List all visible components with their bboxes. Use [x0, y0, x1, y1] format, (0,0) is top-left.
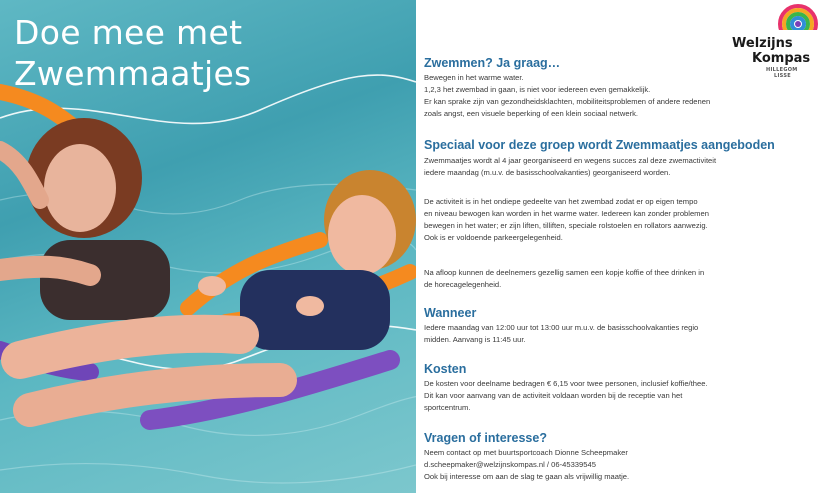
special-p3-line-1: Na afloop kunnen de deelnemers gezellig samen een kopje koffie of thee drinken in: [424, 268, 705, 277]
section-heading-costs: Kosten: [424, 362, 467, 376]
headline-line-1: Doe mee met: [14, 13, 243, 52]
costs-line-2: Dit kan voor aanvang van de activiteit voldaan worden bij de receptie van het: [424, 391, 683, 400]
headline-line-2: Zwemmaatjes: [14, 54, 252, 93]
special-p3-line-2: de horecagelegenheid.: [424, 280, 502, 289]
logo-sub-2: LISSE: [774, 73, 791, 79]
logo-sub-1: HILLEGOM: [766, 67, 798, 73]
special-p2-line-1: De activiteit is in het ondiepe gedeelte van het zwembad zodat er op eigen tempo: [424, 197, 698, 206]
contact-email-phone[interactable]: d.scheepmaker@welzijnskompas.nl / 06-45339545: [424, 460, 596, 469]
intro-line-1: Bewegen in het warme water.: [424, 73, 524, 82]
costs-line-3: sportcentrum.: [424, 403, 471, 412]
special-p2-line-2: en niveau bewogen kan worden in het warme water. Iedereen kan zonder problemen: [424, 209, 709, 218]
intro-line-3: Er kan sprake zijn van gezondheidsklachten, mobiliteitsproblemen of andere redenen: [424, 97, 711, 106]
info-content: [424, 0, 834, 493]
hero-photo: [0, 0, 416, 493]
special-p1-line-1: Zwemmaatjes wordt al 4 jaar georganiseerd en wegens succes zal deze zwemactiviteit: [424, 156, 717, 165]
logo-text-1: Welzijns: [732, 36, 793, 51]
section-heading-when: Wanneer: [424, 306, 477, 320]
section-heading-contact: Vragen of interesse?: [424, 431, 547, 445]
when-line-2: midden. Aanvang is 11:45 uur.: [424, 335, 526, 344]
contact-line-3: Ook bij interesse om aan de slag te gaan als vrijwillig maatje.: [424, 472, 630, 481]
section-heading-intro: Zwemmen? Ja graag…: [424, 56, 561, 70]
section-heading-special: Speciaal voor deze groep wordt Zwemmaatjes aangeboden: [424, 138, 775, 152]
welzijnskompas-logo: [732, 4, 830, 82]
intro-line-4: zoals angst, een visuele beperking of een klein sociaal netwerk.: [424, 109, 639, 118]
when-line-1: Iedere maandag van 12:00 uur tot 13:00 uur m.u.v. de basisschoolvakanties regio: [424, 323, 699, 332]
costs-line-1: De kosten voor deelname bedragen € 6,15 voor twee personen, inclusief koffie/thee.: [424, 379, 708, 388]
special-p2-line-3: bewegen in het water; er zijn liften, tilliften, speciale rolstoelen en rollators aanwezig.: [424, 221, 708, 230]
special-p2-line-4: Ook is er voldoende parkeergelegenheid.: [424, 233, 563, 242]
page-headline: [14, 12, 252, 94]
contact-line-1: Neem contact op met buurtsportcoach Dionne Scheepmaker: [424, 448, 628, 457]
logo-text-2: Kompas: [752, 51, 811, 66]
intro-line-2: 1,2,3 het zwembad in gaan, is niet voor iedereen even gemakkelijk.: [424, 85, 651, 94]
special-p1-line-2: iedere maandag (m.u.v. de basisschoolvakanties) georganiseerd worden.: [424, 168, 671, 177]
